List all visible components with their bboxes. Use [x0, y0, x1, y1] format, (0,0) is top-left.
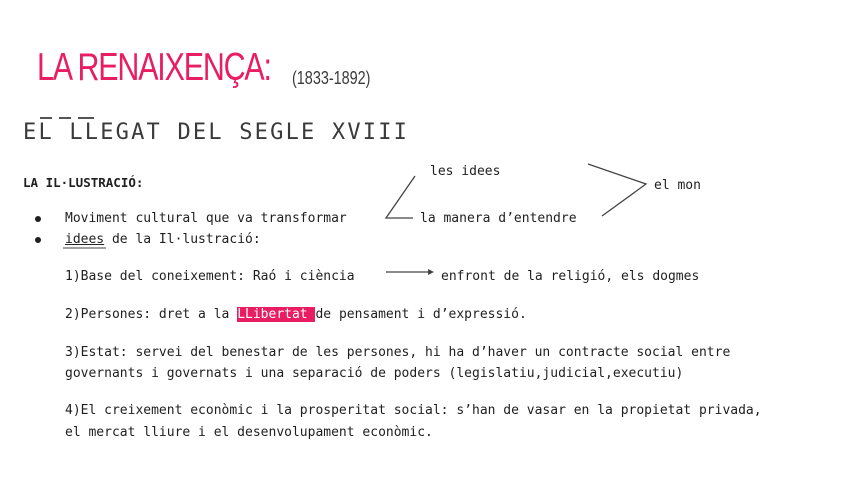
highlighted-word: LLibertat: [237, 307, 316, 322]
branch-bottom-label: la manera d’entendre: [420, 211, 577, 226]
point-1-left: 1)Base del coneixement: Raó i ciència: [65, 269, 355, 284]
slide-title: LA RENAIXENÇA:: [37, 46, 271, 89]
point-1-right: enfront de la religió, els dogmes: [441, 269, 700, 284]
bullet-text-2-rest: de la Il·lustració:: [104, 232, 261, 247]
branch-top-label: les idees: [430, 164, 501, 179]
point-3-line-1: 3)Estat: servei del benestar de les persones, hi ha d’haver un contracte social entre: [65, 345, 731, 360]
point-2-after: de pensament i d’expressió.: [315, 307, 527, 322]
branch-target-label: el mon: [654, 178, 701, 193]
arrow-right-head: [428, 269, 434, 275]
title-years: (1833-1892): [292, 68, 371, 88]
point-3-line-2: governants i governats i una separació de poders (legislatiu,judicial,executiu): [65, 366, 684, 381]
left-branch-connector: [386, 176, 415, 218]
right-branch-connector: [588, 164, 646, 216]
slide-subtitle: EL LLEGAT DEL SEGLE XVIII: [23, 120, 410, 145]
point-2-before: 2)Persones: dret a la: [65, 307, 238, 322]
point-4-line-2: el mercat lliure i el desenvolupament econòmic.: [65, 425, 433, 440]
bullet-text-1: Moviment cultural que va transformar: [65, 211, 347, 226]
underlined-word: idees: [65, 232, 105, 247]
section-heading: LA IL·LUSTRACIÓ:: [23, 175, 144, 190]
point-4-line-1: 4)El creixement econòmic i la prosperitat social: s’han de vasar en la propietat privada,: [65, 403, 762, 418]
